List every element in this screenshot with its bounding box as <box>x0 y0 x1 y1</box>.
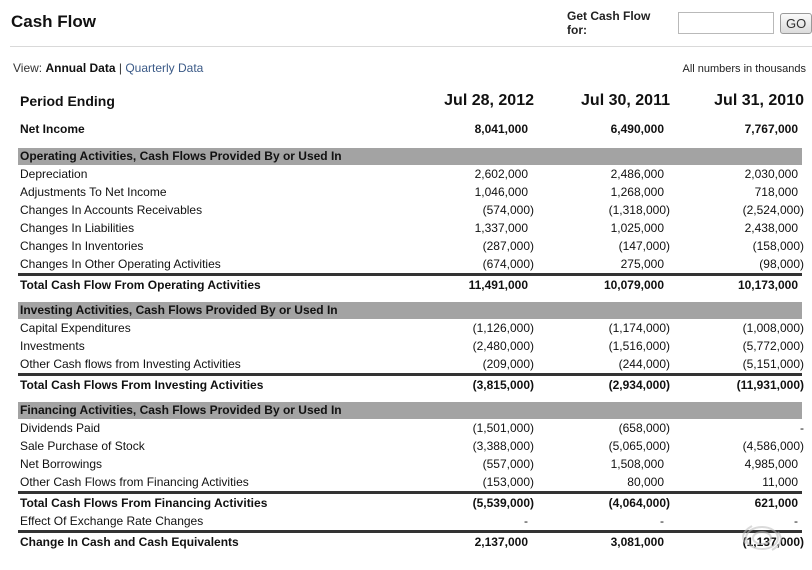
row-value: 2,438,000 <box>744 221 798 235</box>
table-row <box>18 455 802 473</box>
section-title: Investing Activities, Cash Flows Provided By or Used In <box>20 303 338 317</box>
row-value: - <box>660 514 664 528</box>
exchange-rate-row <box>18 512 802 530</box>
total-investing-row <box>18 376 802 394</box>
table-row <box>18 419 802 437</box>
section-header-investing <box>18 302 802 319</box>
row-value: 3,081,000 <box>610 535 664 549</box>
row-value: 11,000 <box>762 475 798 489</box>
row-value: (158,000) <box>752 239 804 253</box>
row-label: Investments <box>20 339 85 353</box>
row-label: Dividends Paid <box>20 421 101 435</box>
row-value: (1,137,000) <box>742 535 804 549</box>
row-label: Depreciation <box>20 167 88 181</box>
table-row <box>18 355 802 373</box>
table-row <box>18 237 802 255</box>
row-value: 6,490,000 <box>610 122 664 136</box>
row-value: 10,173,000 <box>737 278 798 292</box>
row-label: Change In Cash and Cash Equivalents <box>20 535 239 549</box>
row-value: 1,508,000 <box>610 457 664 471</box>
table-row <box>18 337 802 355</box>
row-value: (4,064,000) <box>608 496 670 510</box>
period-header-row <box>18 88 802 114</box>
row-value: (5,065,000) <box>608 439 670 453</box>
row-value: 10,079,000 <box>603 278 664 292</box>
total-financing-row <box>18 494 802 512</box>
view-toggle <box>13 61 203 75</box>
row-value: - <box>794 514 798 528</box>
row-value: (1,008,000) <box>742 321 804 335</box>
row-value: (3,815,000) <box>472 378 534 392</box>
table-row <box>18 219 802 237</box>
go-button[interactable]: GO <box>780 13 812 34</box>
ticker-search-form <box>567 11 812 35</box>
net-income-row <box>18 120 802 138</box>
row-value: (2,934,000) <box>608 378 670 392</box>
row-label: Net Borrowings <box>20 457 103 471</box>
row-label: Other Cash Flows from Financing Activities <box>20 475 249 489</box>
row-value: (2,480,000) <box>472 339 534 353</box>
period-header: Jul 28, 2012 <box>444 92 534 109</box>
row-label: Total Cash Flow From Operating Activities <box>20 278 261 292</box>
row-value: 2,602,000 <box>474 167 528 181</box>
row-value: 275,000 <box>620 257 664 271</box>
row-value: (1,516,000) <box>608 339 670 353</box>
row-value: 8,041,000 <box>474 122 528 136</box>
period-ending-label: Period Ending <box>20 93 115 109</box>
row-value: 1,046,000 <box>474 185 528 199</box>
row-value: (98,000) <box>759 257 804 271</box>
period-header: Jul 31, 2010 <box>714 92 804 109</box>
table-row <box>18 473 802 491</box>
row-value: 718,000 <box>754 185 798 199</box>
units-note: All numbers in thousands <box>682 63 806 75</box>
table-row <box>18 255 802 273</box>
change-in-cash-row <box>18 533 802 551</box>
row-label: Total Cash Flows From Financing Activities <box>20 496 268 510</box>
row-value: (5,772,000) <box>742 339 804 353</box>
row-value: (3,388,000) <box>472 439 534 453</box>
view-separator: | <box>118 61 122 75</box>
row-value: (674,000) <box>482 257 534 271</box>
table-row <box>18 201 802 219</box>
row-value: - <box>524 514 528 528</box>
row-label: Changes In Inventories <box>20 239 144 253</box>
row-value: (244,000) <box>618 357 670 371</box>
row-label: Changes In Liabilities <box>20 221 135 235</box>
view-prefix: View: <box>13 61 43 75</box>
header-divider <box>10 46 812 47</box>
row-value: (287,000) <box>482 239 534 253</box>
row-value: (4,586,000) <box>742 439 804 453</box>
row-value: 1,025,000 <box>610 221 664 235</box>
section-header-financing <box>18 402 802 419</box>
row-value: (5,539,000) <box>472 496 534 510</box>
table-row <box>18 165 802 183</box>
row-value: 2,486,000 <box>610 167 664 181</box>
ticker-search-input[interactable] <box>678 12 774 34</box>
cash-flow-table <box>18 88 802 551</box>
watermark-logo-icon <box>722 520 808 570</box>
section-title: Financing Activities, Cash Flows Provided By or Used In <box>20 403 342 417</box>
table-row <box>18 319 802 337</box>
row-label: Changes In Accounts Receivables <box>20 203 203 217</box>
table-row <box>18 183 802 201</box>
row-value: 2,137,000 <box>474 535 528 549</box>
view-annual-data: Annual Data <box>45 61 116 75</box>
row-label: Sale Purchase of Stock <box>20 439 145 453</box>
row-value: (147,000) <box>618 239 670 253</box>
search-label: Get Cash Flow for: <box>567 9 651 37</box>
row-value: 7,767,000 <box>744 122 798 136</box>
row-label: Net Income <box>20 122 85 136</box>
row-label: Capital Expenditures <box>20 321 131 335</box>
row-value: 2,030,000 <box>744 167 798 181</box>
row-value: (557,000) <box>482 457 534 471</box>
row-label: Total Cash Flows From Investing Activities <box>20 378 264 392</box>
section-title: Operating Activities, Cash Flows Provided By or Used In <box>20 149 342 163</box>
row-value: 1,337,000 <box>474 221 528 235</box>
row-value: (1,174,000) <box>608 321 670 335</box>
view-quarterly-data-link[interactable]: Quarterly Data <box>125 61 204 75</box>
row-label: Effect Of Exchange Rate Changes <box>20 514 204 528</box>
row-value: (5,151,000) <box>742 357 804 371</box>
row-value: (209,000) <box>482 357 534 371</box>
table-row <box>18 437 802 455</box>
row-label: Adjustments To Net Income <box>20 185 167 199</box>
row-value: (574,000) <box>482 203 534 217</box>
total-operating-row <box>18 276 802 294</box>
row-value: (153,000) <box>482 475 534 489</box>
row-value: 4,985,000 <box>744 457 798 471</box>
row-value: 621,000 <box>754 496 798 510</box>
row-value: (11,931,000) <box>736 378 804 392</box>
page-title: Cash Flow <box>11 12 97 31</box>
row-value: (658,000) <box>618 421 670 435</box>
row-value: 1,268,000 <box>610 185 664 199</box>
row-label: Other Cash flows from Investing Activities <box>20 357 241 371</box>
row-value: 80,000 <box>627 475 664 489</box>
section-header-operating <box>18 148 802 165</box>
row-value: 11,491,000 <box>468 278 528 292</box>
period-header: Jul 30, 2011 <box>581 92 670 109</box>
row-value: (1,318,000) <box>608 203 670 217</box>
row-value: (1,501,000) <box>472 421 534 435</box>
row-label: Changes In Other Operating Activities <box>20 257 221 271</box>
row-value: (1,126,000) <box>472 321 534 335</box>
row-value: (2,524,000) <box>742 203 804 217</box>
row-value: - <box>800 421 804 435</box>
